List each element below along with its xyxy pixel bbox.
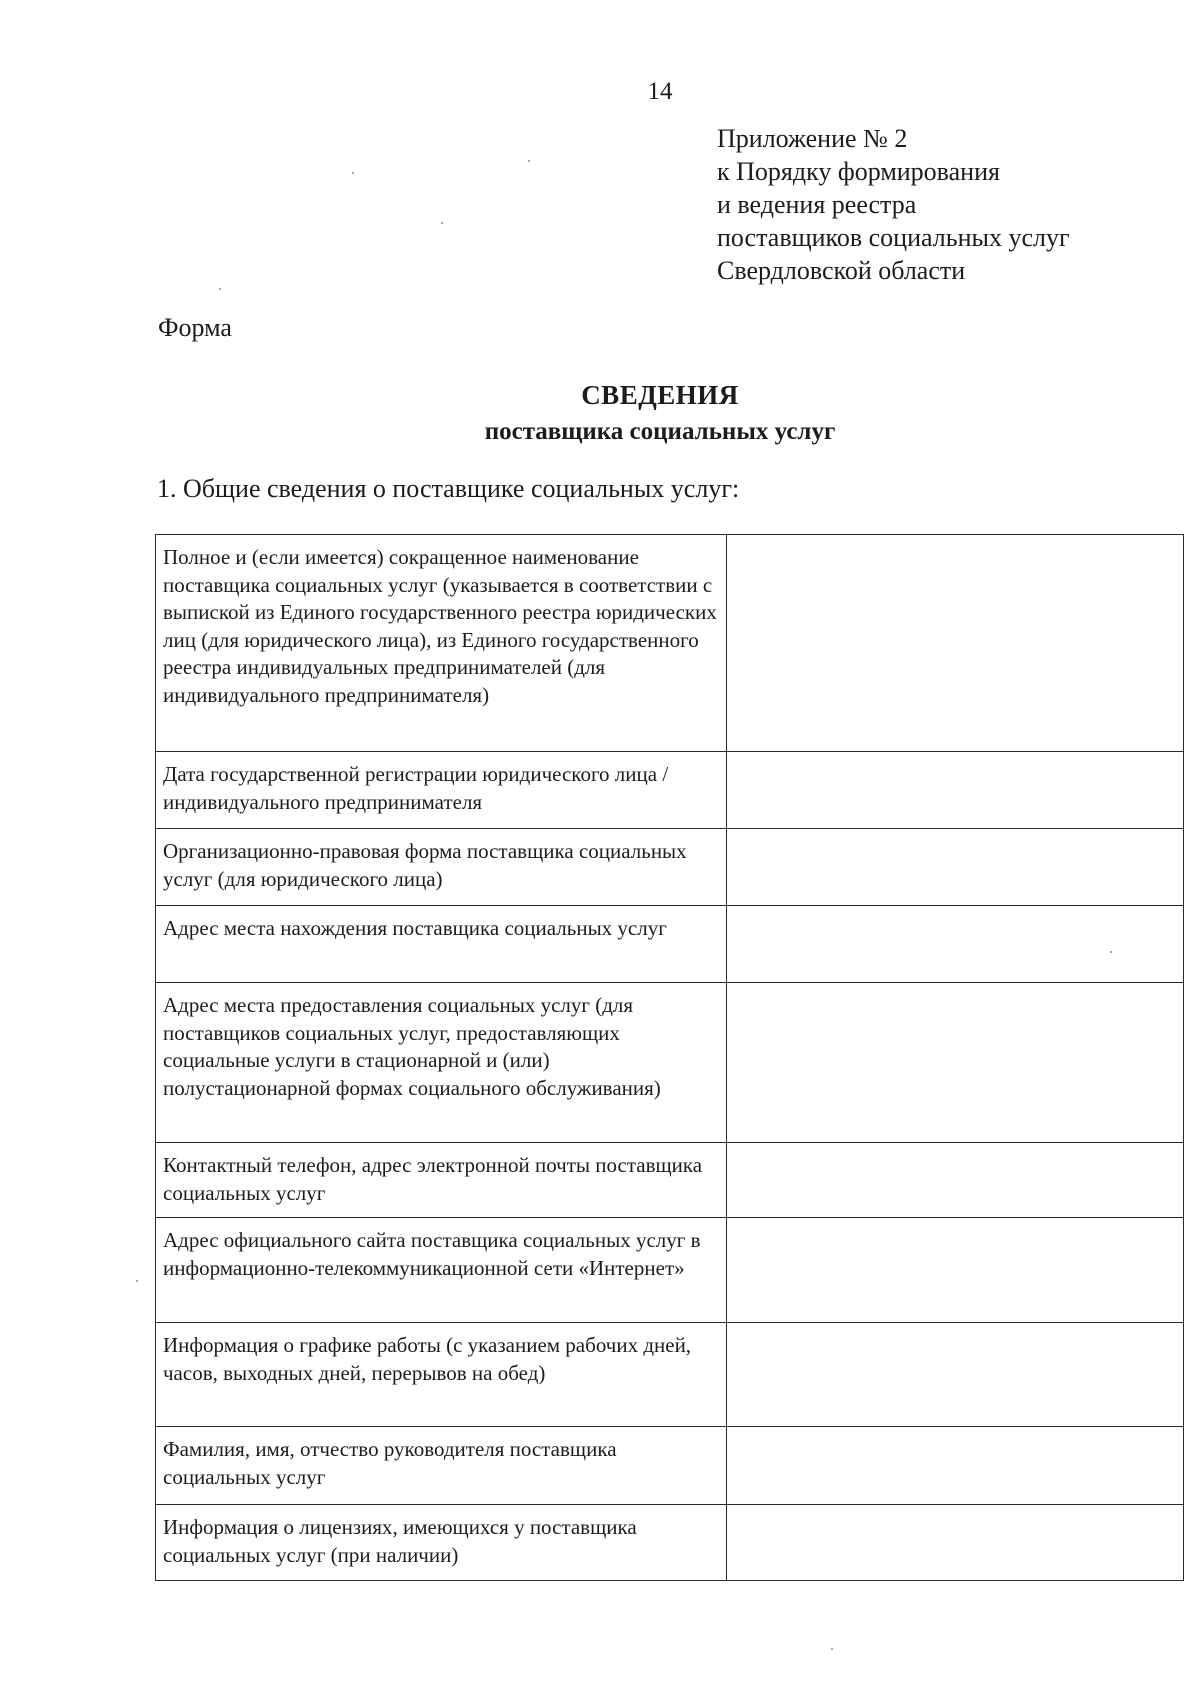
row-label: Полное и (если имеется) сокращенное наименование поставщика социальных услуг (указывается в соответствии с выпиской из Единого государственного реестра юридических лиц (для юридического лица), из Единого государственного реестра индивидуальных предпринимателей (для индивидуального предпринимателя) <box>156 535 727 752</box>
row-label: Информация о лицензиях, имеющихся у поставщика социальных услуг (при наличии) <box>156 1505 727 1581</box>
table-row <box>156 1323 1184 1427</box>
table-row <box>156 535 1184 752</box>
row-value-field[interactable] <box>727 906 1184 983</box>
appendix-line: и ведения реестра <box>717 190 917 219</box>
row-label: Адрес места нахождения поставщика социальных услуг <box>156 906 727 983</box>
scan-speck <box>831 1648 833 1650</box>
appendix-line: Свердловской области <box>717 256 966 285</box>
row-value-field[interactable] <box>727 535 1184 752</box>
appendix-line: к Порядку формирования <box>717 157 1000 186</box>
table-row <box>156 1505 1184 1581</box>
row-value-field[interactable] <box>727 1218 1184 1323</box>
table-row <box>156 906 1184 983</box>
scan-speck <box>1110 951 1112 953</box>
provider-info-table <box>155 534 1184 1581</box>
row-label: Информация о графике работы (с указанием рабочих дней, часов, выходных дней, перерывов на обед) <box>156 1323 727 1427</box>
table-row <box>156 752 1184 829</box>
table-row <box>156 1427 1184 1505</box>
scan-speck <box>136 1280 138 1282</box>
row-value-field[interactable] <box>727 752 1184 829</box>
scan-speck <box>528 160 530 162</box>
row-value-field[interactable] <box>727 829 1184 906</box>
appendix-line: Приложение № 2 <box>717 124 908 153</box>
table-row <box>156 1218 1184 1323</box>
row-label: Организационно-правовая форма поставщика социальных услуг (для юридического лица) <box>156 829 727 906</box>
appendix-reference <box>717 122 1070 287</box>
scan-speck <box>219 288 221 290</box>
document-title: СВЕДЕНИЯ <box>581 380 739 410</box>
scan-speck <box>352 172 354 174</box>
section-heading: 1. Общие сведения о поставщике социальных услуг: <box>157 474 740 503</box>
row-label: Фамилия, имя, отчество руководителя поставщика социальных услуг <box>156 1427 727 1505</box>
table-row <box>156 983 1184 1143</box>
row-value-field[interactable] <box>727 1323 1184 1427</box>
table-row <box>156 829 1184 906</box>
row-value-field[interactable] <box>727 1143 1184 1218</box>
row-value-field[interactable] <box>727 1427 1184 1505</box>
row-value-field[interactable] <box>727 983 1184 1143</box>
document-subtitle: поставщика социальных услуг <box>484 418 836 445</box>
page-number: 14 <box>647 78 673 105</box>
row-value-field[interactable] <box>727 1505 1184 1581</box>
row-label: Дата государственной регистрации юридического лица / индивидуального предпринимателя <box>156 752 727 829</box>
table-row <box>156 1143 1184 1218</box>
appendix-line: поставщиков социальных услуг <box>717 223 1070 252</box>
scan-speck <box>441 222 443 224</box>
row-label: Контактный телефон, адрес электронной почты поставщика социальных услуг <box>156 1143 727 1218</box>
row-label: Адрес места предоставления социальных услуг (для поставщиков социальных услуг, предоставляющих социальные услуги в стационарной и (или) полустационарной формах социального обслуживания) <box>156 983 727 1143</box>
row-label: Адрес официального сайта поставщика социальных услуг в информационно-телекоммуникационной сети «Интернет» <box>156 1218 727 1323</box>
form-label: Форма <box>158 313 232 342</box>
